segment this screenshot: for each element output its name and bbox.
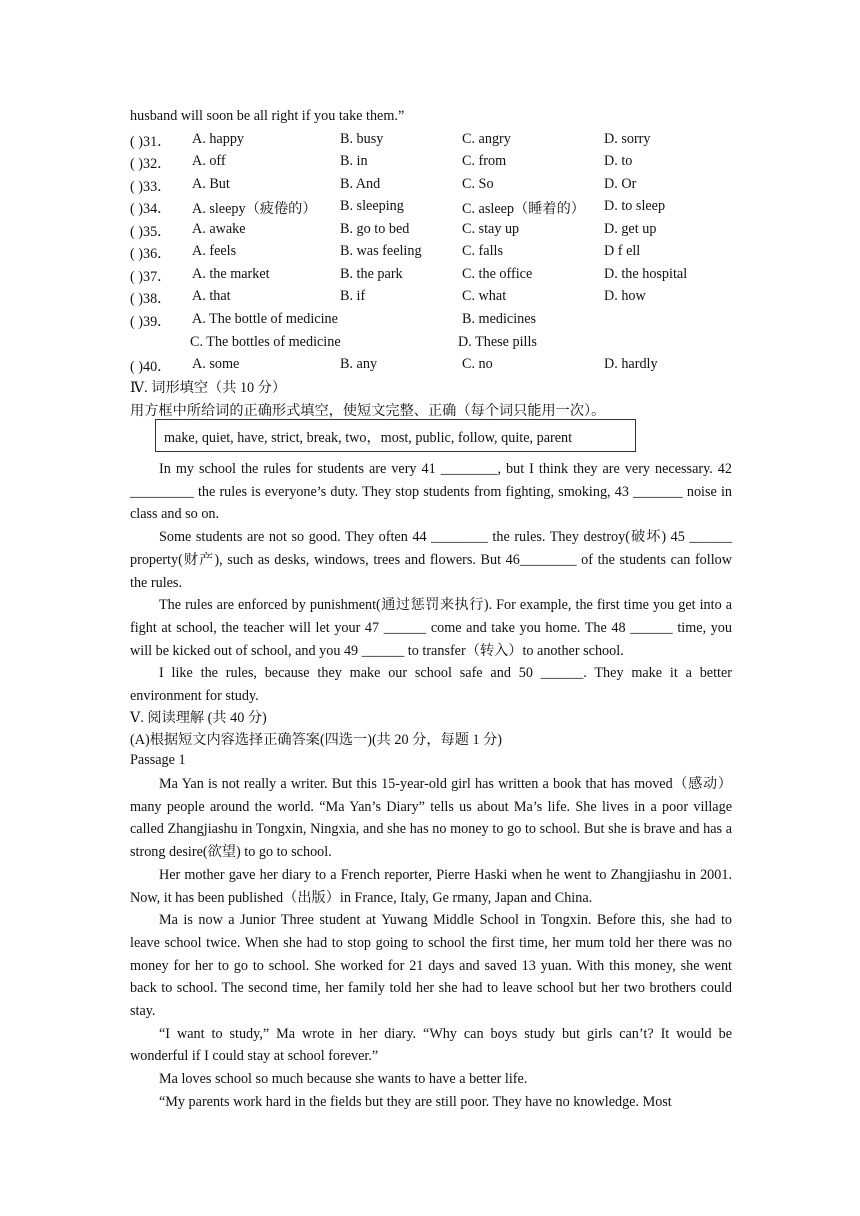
cloze-paragraph-2: Some students are not so good. They often 44 ________ the rules. They destroy(破坏) 45 ______ property(财产), such as desks, windows, trees and flowers. But 46________ of the students can follow the rules. <box>130 529 732 591</box>
reading-paragraph-6: “My parents work hard in the fields but they are still poor. They have no knowledge. Most <box>159 1093 672 1110</box>
question-number: ( )37． <box>130 269 172 285</box>
option-d: D. Or <box>604 176 637 192</box>
option-a: A. the market <box>192 266 270 282</box>
option-b: B. any <box>340 356 378 372</box>
option-a: A. sleepy（疲倦的） <box>192 201 317 217</box>
word-box <box>155 419 636 452</box>
cloze-paragraph-4: I like the rules, because they make our school safe and 50 ______. They make it a better environment for study. <box>130 665 732 705</box>
option-a: A. some <box>192 356 240 372</box>
option-d: D. These pills <box>458 334 537 350</box>
option-c: C. stay up <box>462 221 520 237</box>
reading-paragraph-4: “I want to study,” Ma wrote in her diary. “Why can boys study but girls can’t? It would be wonderful if I could stay at school forever.” <box>130 1025 732 1065</box>
option-c: C. The bottles of medicine <box>190 334 341 350</box>
question-number: ( )36． <box>130 246 172 262</box>
option-b: B. go to bed <box>340 221 410 237</box>
option-c: C. falls <box>462 243 503 259</box>
option-c: C. asleep（睡着的） <box>462 201 585 217</box>
option-d: D. sorry <box>604 131 651 147</box>
option-b: B. sleeping <box>340 198 404 214</box>
option-d: D f ell <box>604 243 641 259</box>
question-number: ( )35． <box>130 224 172 240</box>
option-b: B. in <box>340 153 368 169</box>
option-a: A. off <box>192 153 226 169</box>
option-d: D. hardly <box>604 356 658 372</box>
question-number: ( )40． <box>130 359 172 375</box>
section-4-title: Ⅳ. 词形填空（共 10 分） <box>130 380 287 396</box>
option-a: A. awake <box>192 221 246 237</box>
option-a: A. feels <box>192 243 237 259</box>
reading-paragraph-2: Her mother gave her diary to a French reporter, Pierre Haski when he went to Zhangjiashu in 2001. Now, it has been published（出版）in France, Italy, Ge rmany, Japan and China. <box>130 866 732 906</box>
option-a: A. The bottle of medicine <box>192 311 338 327</box>
option-b: B. if <box>340 288 366 304</box>
option-b: B. medicines <box>462 311 537 327</box>
reading-paragraph-3: Ma is now a Junior Three student at Yuwang Middle School in Tongxin. Before this, she had to leave school twice. When she had to stop going to school the first time, her mum told her there was no money for her to go to school. She worked for 21 days and saved 13 yuan. With this money, she went back to school. The second time, her family told her she had to leave school but her two brothers could stay. <box>130 912 732 1020</box>
option-c: C. angry <box>462 131 511 147</box>
cloze-paragraph-1: In my school the rules for students are very 41 ________, but I think they are very necessary. 42 _________ the rules is everyone’s duty. They stop students from fighting, smoking, 43 _______ noise in class and so on. <box>130 461 732 523</box>
option-d: D. the hospital <box>604 266 688 282</box>
option-c: C. So <box>462 176 494 192</box>
option-c: C. the office <box>462 266 533 282</box>
option-c: C. what <box>462 288 507 304</box>
option-d: D. how <box>604 288 646 304</box>
option-c: C. from <box>462 153 507 169</box>
option-b: B. And <box>340 176 381 192</box>
option-a: A. But <box>192 176 230 192</box>
reading-paragraph-1: Ma Yan is not really a writer. But this 15-year-old girl has written a book that has moved（感动）many people around the world. “Ma Yan’s Diary” tells us about Ma’s life. She lives in a poor village called Zhangjiashu in Tongxin, Ningxia, and she has no money to go to school. But she is brave and has a strong desire(欲望) to go to school. <box>130 776 732 861</box>
reading-passage <box>130 773 732 1114</box>
option-b: B. the park <box>340 266 403 282</box>
section-4-instruction: 用方框中所给词的正确形式填空，使短文完整、正确（每个词只能用一次）。 <box>130 403 606 419</box>
reading-paragraph-5: Ma loves school so much because she wants to have a better life. <box>159 1071 528 1088</box>
question-number: ( )38． <box>130 291 172 307</box>
option-c: C. no <box>462 356 493 372</box>
option-b: B. busy <box>340 131 384 147</box>
question-number: ( )34． <box>130 201 172 217</box>
option-a: A. happy <box>192 131 245 147</box>
option-d: D. to sleep <box>604 198 666 214</box>
option-d: D. get up <box>604 221 657 237</box>
cloze-passage <box>130 458 732 708</box>
option-a: A. that <box>192 288 231 304</box>
cloze-paragraph-3: The rules are enforced by punishment(通过惩罚来执行). For example, the first time you get into a fight at school, the teacher will let your 47 ______ come and take you home. The 48 ______ time, you will be kicked out of school, and you 49 ______ to transfer（转入）to another school. <box>130 597 732 659</box>
option-d: D. to <box>604 153 633 169</box>
question-number: ( )39． <box>130 314 172 330</box>
section-5-title: Ⅴ. 阅读理解 (共 40 分) <box>130 710 267 726</box>
intro-line: husband will soon be all right if you take them.” <box>130 108 405 124</box>
passage-label: Passage 1 <box>130 752 186 768</box>
option-b: B. was feeling <box>340 243 422 259</box>
question-number: ( )32． <box>130 156 172 172</box>
word-box-text: make, quiet, have, strict, break, two，most, public, follow, quite, parent <box>164 430 573 446</box>
question-number: ( )33． <box>130 179 172 195</box>
section-5-subtitle: (A)根据短文内容选择正确答案(四选一)(共 20 分，每题 1 分) <box>130 732 503 748</box>
question-number: ( )31． <box>130 134 172 150</box>
